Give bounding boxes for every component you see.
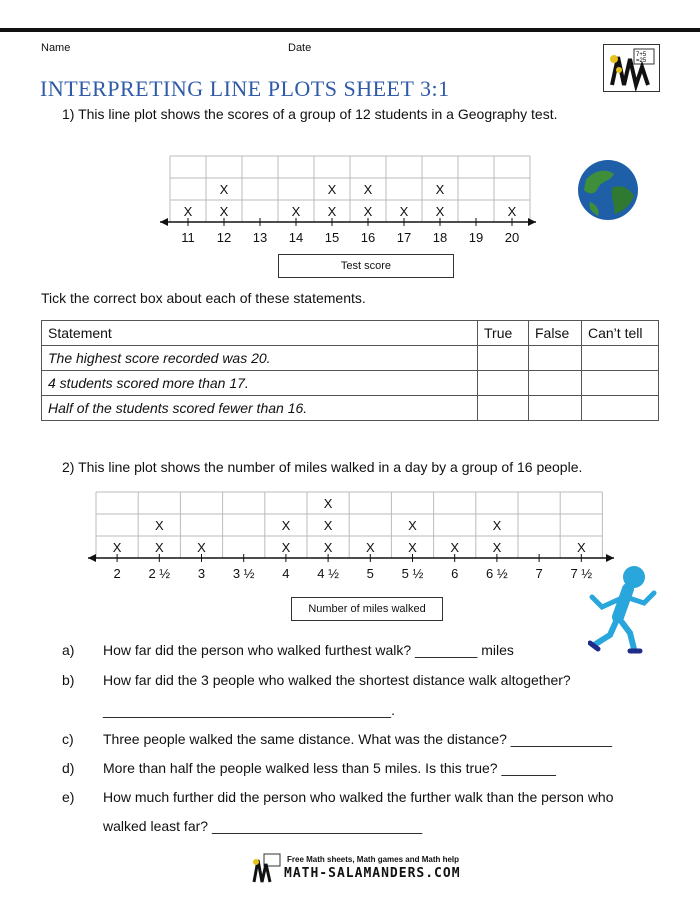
data-mark-x: X [408,540,417,555]
question-d-text: More than half the people walked less than 5 miles. Is this true? _______ [103,760,556,776]
data-mark-x: X [399,204,409,219]
arrow-left-icon [88,554,96,562]
footer-tagline: Free Math sheets, Math games and Math help [287,855,460,864]
question-d-letter: d) [62,760,75,776]
question-e-letter: e) [62,789,75,805]
statement-cell: 4 students scored more than 17. [42,371,478,396]
svg-text:7+5: 7+5 [636,52,647,58]
data-mark-x: X [219,204,229,219]
date-label: Date [288,42,312,54]
arrow-right-icon [528,218,536,226]
tick-label: 19 [468,230,484,245]
running-person-icon [588,563,664,655]
statement-cell: Half of the students scored fewer than 16. [42,396,478,421]
question-b-answer-line[interactable]: _____________________________________. [103,702,395,718]
true-checkbox-cell[interactable] [478,371,529,396]
data-mark-x: X [154,540,164,555]
globe-icon [576,158,640,222]
header-statement: Statement [42,321,478,346]
tick-label: 4 [282,566,290,581]
chart1-axis-label: Test score [278,254,454,278]
table-row [42,396,659,421]
cant-tell-checkbox-cell[interactable] [582,346,659,371]
line-plot-test-scores [150,148,550,250]
question-b-letter: b) [62,672,75,688]
true-checkbox-cell[interactable] [478,346,529,371]
data-mark-x: X [323,518,333,533]
question-e-answer-line[interactable]: walked least far? ___________________________ [103,818,423,834]
tick-label: 2 ½ [148,566,171,581]
tick-label: 6 [451,566,459,581]
data-mark-x: X [365,540,375,555]
tick-label: 3 [197,566,206,581]
true-checkbox-cell[interactable] [478,396,529,421]
footer-site: MATH-SALAMANDERS.COM [284,866,461,881]
false-checkbox-cell[interactable] [529,396,582,421]
false-checkbox-cell[interactable] [529,371,582,396]
data-mark-x: X [112,540,122,555]
tick-label: 7 ½ [570,566,593,581]
name-label: Name [41,42,71,54]
cant-tell-checkbox-cell[interactable] [582,396,659,421]
question-c-text: Three people walked the same distance. What was the distance? _____________ [103,731,613,747]
svg-text:=25: =25 [636,58,647,64]
data-mark-x: X [576,540,586,555]
tick-label: 13 [252,230,268,245]
statement-cell: The highest score recorded was 20. [42,346,478,371]
tick-label: 12 [216,230,232,245]
data-mark-x: X [291,204,301,219]
tick-label: 6 ½ [486,566,508,581]
tick-label: 14 [288,230,304,245]
data-mark-x: X [363,182,373,197]
data-mark-x: X [183,204,193,219]
tick-label: 2 [113,566,121,581]
tick-label: 11 [181,230,195,245]
data-mark-x: X [323,540,333,555]
data-mark-x: X [435,182,445,197]
data-mark-x: X [492,518,502,533]
tick-label: 5 ½ [401,566,424,581]
tick-label: 18 [432,230,448,245]
tick-label: 16 [360,230,376,245]
data-mark-x: X [281,540,291,555]
data-mark-x: X [450,540,460,555]
table-row [42,371,659,396]
chart2-axis-label: Number of miles walked [291,597,443,621]
data-mark-x: X [197,540,206,555]
tick-label: 5 [366,566,374,581]
table-header-row [42,321,659,346]
tick-label: 15 [324,230,340,245]
data-mark-x: X [281,518,291,533]
question-2-text: 2) This line plot shows the number of miles walked in a day by a group of 16 people. [62,459,583,475]
header-false: False [529,321,582,346]
arrow-right-icon [606,554,614,562]
data-mark-x: X [327,204,337,219]
data-mark-x: X [327,182,337,197]
question-a-text: How far did the person who walked furthest walk? ________ miles [103,642,514,658]
tick-label: 7 [535,566,543,581]
data-mark-x: X [507,204,517,219]
question-b-text: How far did the 3 people who walked the shortest distance walk altogether? [103,672,571,688]
line-plot-miles-walked [86,486,616,590]
data-mark-x: X [219,182,229,197]
data-mark-x: X [323,496,333,511]
arrow-left-icon [160,218,168,226]
question-a-letter: a) [62,642,75,658]
footer-salamander-icon [250,852,282,884]
tick-label: 4 ½ [317,566,339,581]
question-c-letter: c) [62,731,74,747]
tick-label: 20 [504,230,520,245]
table-row [42,346,659,371]
false-checkbox-cell[interactable] [529,346,582,371]
data-mark-x: X [492,540,502,555]
statement-table [41,320,659,421]
data-mark-x: X [363,204,373,219]
salamander-logo [603,44,660,92]
page-title: INTERPRETING LINE PLOTS SHEET 3:1 [40,76,450,101]
instruction-text: Tick the correct box about each of these statements. [41,290,366,306]
data-mark-x: X [408,518,417,533]
cant-tell-checkbox-cell[interactable] [582,371,659,396]
header-true: True [478,321,529,346]
question-1-text: 1) This line plot shows the scores of a group of 12 students in a Geography test. [62,106,558,122]
data-mark-x: X [435,204,445,219]
tick-label: 3 ½ [232,566,255,581]
question-e-text: How much further did the person who walked the further walk than the person who [103,789,614,805]
data-mark-x: X [154,518,164,533]
header-cant-tell: Can’t tell [582,321,659,346]
tick-label: 17 [396,230,412,245]
top-rule [0,28,700,32]
